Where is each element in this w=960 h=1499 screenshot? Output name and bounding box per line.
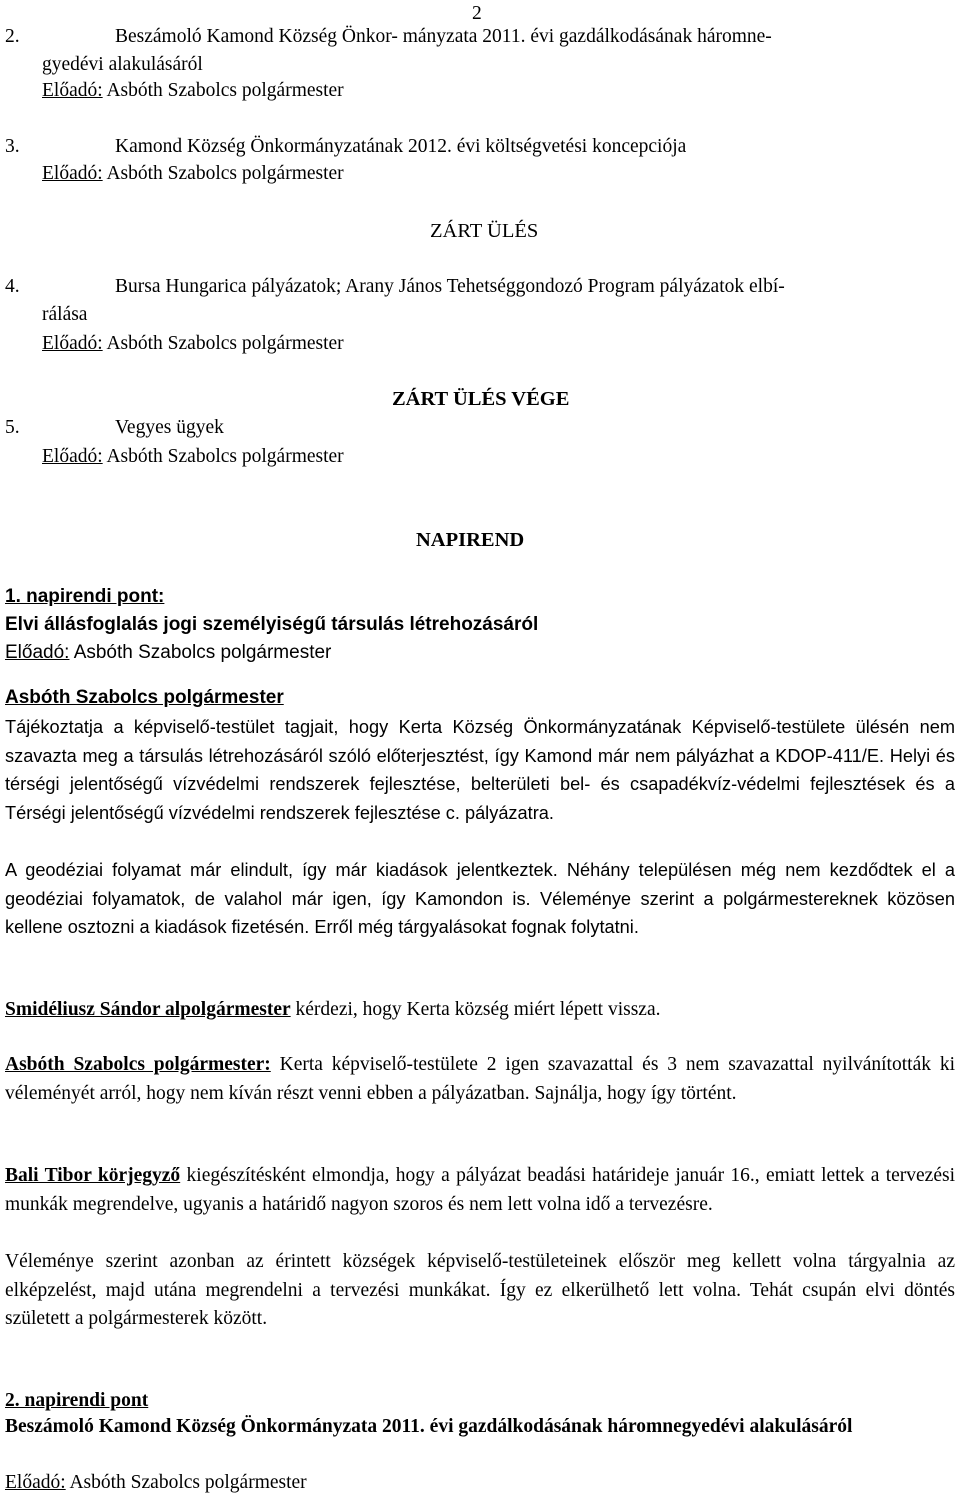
agenda-item-2-title-line1: Beszámoló Kamond Község Önkor- mányzata 2011. évi gazdálkodásának háromne- <box>115 26 772 47</box>
agenda-item-3-number: 3. <box>5 136 20 157</box>
page-number: 2 <box>472 3 482 24</box>
presenter-label: Előadó: <box>42 446 103 467</box>
point2-presenter <box>5 1472 307 1494</box>
presenter-label: Előadó: <box>5 1472 66 1493</box>
speaker4-text: kiegészítésként elmondja, hogy a pályázat beadási határideje január 16., emiatt lettek a tervezési munkák megrendelve, ugyanis a határidő nagyon szoros és nem lett volna idő a tervezésre. <box>5 1165 955 1215</box>
point1-speaker4-paragraph <box>5 1162 955 1219</box>
agenda-item-3-title: Kamond Község Önkormányzatának 2012. évi költségvetési koncepciója <box>115 136 687 157</box>
agenda-item-5-presenter <box>42 446 344 468</box>
presenter-name: Asbóth Szabolcs polgármester <box>73 642 332 663</box>
agenda-item-3-presenter <box>42 163 344 185</box>
agenda-item-5-number: 5. <box>5 417 20 438</box>
presenter-label: Előadó: <box>42 80 103 101</box>
point1-speaker3-paragraph <box>5 1051 955 1108</box>
presenter-label: Előadó: <box>42 333 103 354</box>
point2-title: Beszámoló Kamond Község Önkormányzata 2011. évi gazdálkodásának háromnegyedévi alakulásáról <box>5 1416 853 1437</box>
presenter-name: Asbóth Szabolcs polgármester <box>106 80 344 101</box>
speaker-asboth: Asbóth Szabolcs polgármester <box>5 687 284 708</box>
presenter-name: Asbóth Szabolcs polgármester <box>106 446 344 467</box>
agenda-item-4-presenter <box>42 333 344 355</box>
agenda-item-5-title: Vegyes ügyek <box>115 417 224 438</box>
presenter-name: Asbóth Szabolcs polgármester <box>106 333 344 354</box>
agenda-item-2-number: 2. <box>5 26 20 47</box>
presenter-name: Asbóth Szabolcs polgármester <box>106 163 344 184</box>
agenda-item-2-presenter <box>42 80 344 102</box>
point1-heading: 1. napirendi pont: <box>5 586 165 607</box>
presenter-label: Előadó: <box>5 642 70 663</box>
point1-presenter <box>5 642 331 664</box>
agenda-item-2-title-line2: gyedévi alakulásáról <box>42 54 203 75</box>
closed-session-heading: ZÁRT ÜLÉS <box>430 220 539 242</box>
speaker3-text: Kerta képviselő-testülete 2 igen szavazattal és 3 nem szavazattal nyilvánították ki véleményét arról, hogy nem kíván részt venni ebben a pályázatban. Sajnálja, hogy így történt. <box>5 1054 955 1104</box>
point1-title: Elvi állásfoglalás jogi személyiségű társulás létrehozásáról <box>5 614 539 635</box>
point1-speaker2-paragraph <box>5 996 955 1025</box>
agenda-item-4-number: 4. <box>5 276 20 297</box>
point2-heading: 2. napirendi pont <box>5 1390 149 1411</box>
closed-session-end-heading: ZÁRT ÜLÉS VÉGE <box>392 388 570 410</box>
agenda-item-4-title-line2: rálása <box>42 304 88 325</box>
presenter-label: Előadó: <box>42 163 103 184</box>
napirend-heading: NAPIREND <box>416 529 525 551</box>
speaker-bali: Bali Tibor körjegyző <box>5 1165 181 1186</box>
point1-paragraph-3: Véleménye szerint azonban az érintett községek képviselő-testületeinek először meg kellett volna tárgyalnia az elképzelést, majd utána megrendelni a tervezési munkákat. Így ez elkerülhető lett volna. Tehát csupán elvi döntés született a polgármesterek között. <box>5 1251 955 1330</box>
speaker-smideliusz: Smidéliusz Sándor alpolgármester <box>5 999 291 1020</box>
speaker-asboth-2: Asbóth Szabolcs polgármester: <box>5 1054 271 1075</box>
point1-paragraph-1: Tájékoztatja a képviselő-testület tagjait, hogy Kerta Község Önkormányzatának Képviselő-testülete ülésén nem szavazta meg a társulás létrehozásáról szóló előterjesztést, így Kamond már nem pályázhat a KDOP-411/E. Helyi és térségi jelentőségű vízvédelmi rendszerek fejlesztése, belterületi bel- és csapadékvíz-védelmi fejlesztések és a Térségi jelentőségű vízvédelmi rendszerek fejlesztése c. pályázatra. <box>5 717 955 823</box>
point1-paragraph-2: A geodéziai folyamat már elindult, így már kiadások jelentkeztek. Néhány településen még nem kezdődtek el a geodéziai folyamatok, de valahol már igen, így Kamondon is. Véleménye szerint a polgármestereknek közösen kellene osztozni a kiadások fizetésén. Erről még tárgyalásokat fognak folytatni. <box>5 860 955 938</box>
presenter-name: Asbóth Szabolcs polgármester <box>69 1472 307 1493</box>
speaker2-text: kérdezi, hogy Kerta község miért lépett vissza. <box>290 999 661 1020</box>
agenda-item-4-title-line1: Bursa Hungarica pályázatok; Arany János Tehetséggondozó Program pályázatok elbí- <box>115 276 785 297</box>
